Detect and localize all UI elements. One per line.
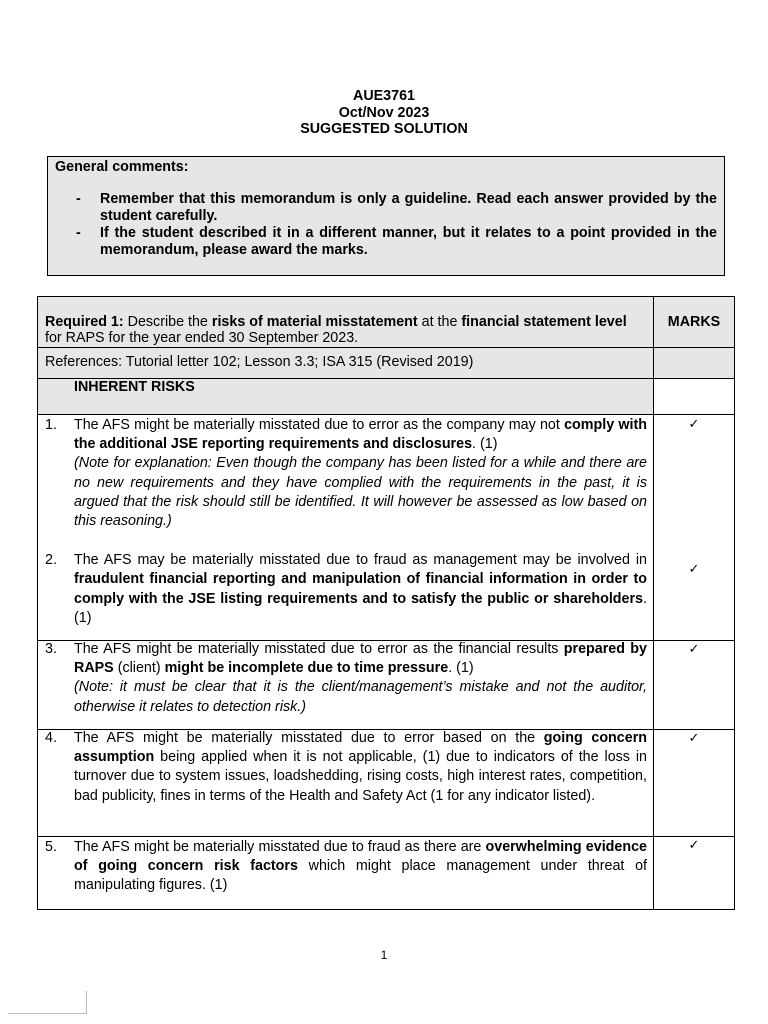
marks-cell <box>654 415 735 641</box>
tick-mark: ✓ <box>688 730 700 745</box>
item-number: 4. <box>45 730 57 746</box>
bullet-dash: - <box>76 225 81 241</box>
marks-cell <box>654 837 735 910</box>
marks-cell <box>654 641 735 730</box>
risk-item <box>38 551 653 628</box>
item-bold-text: overwhelming evidence of going concern risk factors <box>74 839 647 875</box>
item-number: 2. <box>45 552 57 569</box>
item-number: 1. <box>45 417 57 433</box>
document-title: SUGGESTED SOLUTION <box>300 121 468 137</box>
tick-mark: ✓ <box>688 561 700 576</box>
tick-mark: ✓ <box>688 416 700 431</box>
risk-cell <box>38 415 654 641</box>
risk-item <box>38 416 653 531</box>
item-bold-text: prepared by RAPS <box>74 641 647 677</box>
required-cell <box>38 297 654 348</box>
item-text: being applied when it is not applicable, (1) due to indicators of the loss in turnover due to system issues, loadshedding, rising costs, high interest rates, competition, bad publicity, fines in terms of the Health and Safety Act (1 for any indicator listed). <box>74 749 647 804</box>
risk-cell <box>38 837 654 910</box>
required-text-part: for RAPS for the year ended 30 September 2023. <box>45 330 359 346</box>
item-text: (client) <box>113 660 165 677</box>
item-bold-text: might be incomplete due to time pressure <box>164 660 449 677</box>
section-title-cell <box>38 379 654 415</box>
marks-cell <box>654 730 735 837</box>
marks-header-text: MARKS <box>667 314 721 330</box>
section-marks-cell <box>654 379 735 415</box>
required-text <box>38 297 653 346</box>
page-corner-mark <box>86 991 87 1014</box>
item-number: 3. <box>45 641 57 657</box>
comment-item <box>76 191 717 225</box>
item-text: The AFS may be materially misstated due to fraud as management may be involved in <box>74 552 647 569</box>
tick-mark: ✓ <box>688 641 700 656</box>
risk-item <box>38 640 653 717</box>
item-number: 5. <box>45 839 57 855</box>
comment-text: Remember that this memorandum is only a guideline. Read each answer provided by the student carefully. <box>100 191 717 224</box>
item-text: . (1) <box>448 660 474 677</box>
tick-mark: ✓ <box>688 837 700 852</box>
item-text: The AFS might be materially misstated due to error as the financial results <box>74 641 564 657</box>
comment-text: If the student described it in a different manner, but it relates to a point provided in the memorandum, please award the marks. <box>100 225 717 258</box>
item-text: The AFS might be materially misstated due to error as the company may not <box>74 417 565 433</box>
item-text: . (1) <box>74 590 647 626</box>
item-text: . (1) <box>472 436 498 453</box>
risk-cell <box>38 641 654 730</box>
required-bold-part: financial statement level <box>461 314 627 330</box>
general-comments-title: General comments: <box>55 159 189 175</box>
memorandum-table <box>37 296 735 910</box>
item-bold-text: comply with the additional JSE reporting requirements and disclosures <box>74 417 647 453</box>
references-marks-cell <box>654 348 735 379</box>
page-number: 1 <box>380 948 388 962</box>
references-cell <box>38 348 654 379</box>
item-text: The AFS might be materially misstated due to fraud as there are <box>74 839 486 855</box>
risk-item <box>38 838 653 896</box>
item-note: (Note: it must be clear that it is the client/management’s mistake and not the auditor, otherwise it relates to detection risk.) <box>74 679 647 715</box>
item-bold-text: going concern assumption <box>74 730 647 766</box>
required-bold-part: risks of material misstatement <box>211 314 418 330</box>
bullet-dash: - <box>76 191 81 207</box>
risk-cell <box>38 730 654 837</box>
item-bold-text: fraudulent financial reporting and manipulation of financial information in order to comply with the JSE listing requirements and to satisfy the public or shareholders <box>74 571 647 607</box>
section-title: INHERENT RISKS <box>74 379 195 395</box>
item-text: The AFS might be materially misstated due to error based on the <box>74 730 544 746</box>
document-code: AUE3761 <box>353 88 415 104</box>
marks-header <box>654 297 735 348</box>
risk-item <box>38 729 653 806</box>
references-text: References: Tutorial letter 102; Lesson 3.3; ISA 315 (Revised 2019) <box>45 354 474 370</box>
required-text-part: at the <box>417 314 462 330</box>
required-label: Required 1: <box>45 314 124 330</box>
item-text: which might place management under threat of manipulating figures. (1) <box>74 858 647 894</box>
page-corner-mark <box>8 1013 87 1014</box>
exam-session: Oct/Nov 2023 <box>338 105 430 121</box>
required-text-part: Describe the <box>123 314 212 330</box>
comment-item <box>76 225 717 259</box>
general-comments-box <box>47 156 725 276</box>
item-note: (Note for explanation: Even though the company has been listed for a while and there are no new requirements and they have complied with the requirements in the past, it is argued that the risk should still be identified. It will however be assessed as low based on this reasoning.) <box>74 455 647 530</box>
